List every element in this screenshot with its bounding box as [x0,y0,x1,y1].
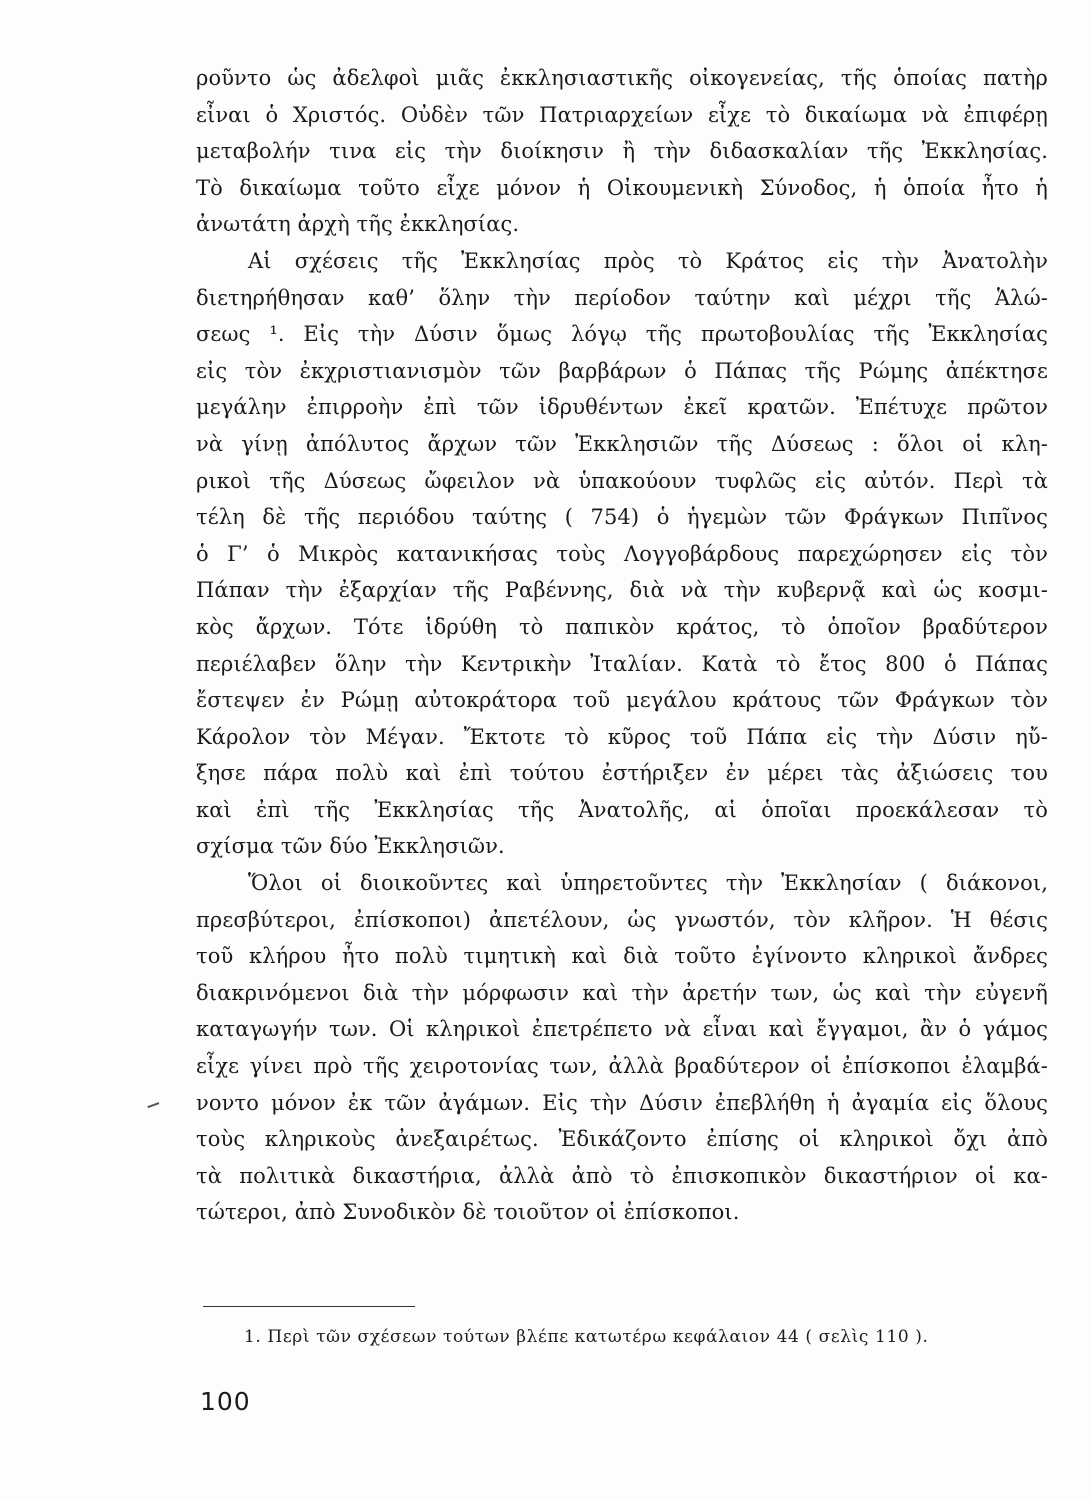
text-line: Κάρολον τὸν Μέγαν. Ἔκτοτε τὸ κῦρος τοῦ Πάπα εἰς τὴν Δύσιν ηὔ- [196,724,1048,749]
page-number: 100 [200,1387,251,1416]
paragraph-start-line: Αἱ σχέσεις τῆς Ἐκκλησίας πρὸς τὸ Κράτος εἰς τὴν Ἀνατολὴν [248,248,1048,273]
text-line: ροῦντο ὡς ἀδελφοὶ μιᾶς ἐκκλησιαστικῆς οἰκογενείας, τῆς ὁποίας πατὴρ [196,66,1048,90]
text-line: εἶχε γίνει πρὸ τῆς χειροτονίας των, ἀλλὰ βραδύτερον οἱ ἐπίσκοποι ἐλαμβά- [196,1054,1048,1079]
text-line: καταγωγήν των. Οἱ κληρικοὶ ἐπετρέπετο νὰ εἶναι καὶ ἔγγαμοι, ἂν ὁ γάμος [196,1017,1048,1042]
text-line: περιέλαβεν ὅλην τὴν Κεντρικὴν Ἰταλίαν. Κατὰ τὸ ἔτος 800 ὁ Πάπας [196,651,1048,676]
text-line: ξησε πάρα πολὺ καὶ ἐπὶ τούτου ἐστήριξεν ἐν μέρει τὰς ἀξιώσεις του [196,761,1048,786]
text-line: Τὸ δικαίωμα τοῦτο εἶχε μόνον ἡ Οἰκουμενικὴ Σύνοδος, ἡ ὁποία ἦτο ἡ [196,175,1048,200]
margin-pencil-mark [147,1102,160,1112]
text-line: τέλη δὲ τῆς περιόδου ταύτης ( 754) ὁ ἡγεμὼν τῶν Φράγκων Πιπῖνος [196,505,1048,530]
footnote: 1. Περὶ τῶν σχέσεων τούτων βλέπε κατωτέρω κεφάλαιον 44 ( σελὶς 110 ). [244,1327,929,1347]
text-line: διετηρήθησαν καθ’ ὅλην τὴν περίοδον ταύτην καὶ μέχρι τῆς Ἁλώ- [196,285,1048,310]
text-line: εἶναι ὁ Χριστός. Οὐδὲν τῶν Πατριαρχείων εἶχε τὸ δικαίωμα νὰ ἐπιφέρῃ [196,102,1048,127]
text-line: πρεσβύτεροι, ἐπίσκοποι) ἀπετέλουν, ὡς γνωστόν, τὸν κλῆρον. Ἡ θέσις [196,907,1048,932]
footnote-divider [203,1306,415,1307]
text-line: τοῦ κλήρου ἦτο πολὺ τιμητικὴ καὶ διὰ τοῦτο ἐγίνοντο κληρικοὶ ἄνδρες [196,944,1048,969]
text-line: ὁ Γ’ ὁ Μικρὸς κατανικήσας τοὺς Λογγοβάρδους παρεχώρησεν εἰς τὸν [196,541,1048,566]
text-line: τώτεροι, ἀπὸ Συνοδικὸν δὲ τοιοῦτον οἱ ἐπίσκοποι. [196,1200,740,1225]
text-line: Πάπαν τὴν ἐξαρχίαν τῆς Ραβέννης, διὰ νὰ τὴν κυβερνᾷ καὶ ὡς κοσμι- [196,578,1048,603]
text-line: διακρινόμενοι διὰ τὴν μόρφωσιν καὶ τὴν ἀρετήν των, ὡς καὶ τὴν εὐγενῆ [196,980,1048,1005]
text-line: μεγάλην ἐπιρροὴν ἐπὶ τῶν ἱδρυθέντων ἐκεῖ κρατῶν. Ἐπέτυχε πρῶτον [196,395,1048,420]
text-line: εἰς τὸν ἐκχριστιανισμὸν τῶν βαρβάρων ὁ Πάπας τῆς Ρώμης ἀπέκτησε [196,358,1048,383]
text-line: νοντο μόνον ἐκ τῶν ἀγάμων. Εἰς τὴν Δύσιν ἐπεβλήθη ἡ ἀγαμία εἰς ὅλους [196,1090,1048,1115]
text-line: καὶ ἐπὶ τῆς Ἐκκλησίας τῆς Ἀνατολῆς, αἱ ὁποῖαι προεκάλεσαν τὸ [196,797,1048,822]
text-line: κὸς ἄρχων. Τότε ἱδρύθη τὸ παπικὸν κράτος, τὸ ὁποῖον βραδύτερον [196,614,1048,639]
text-line: σεως ¹. Εἰς τὴν Δύσιν ὅμως λόγῳ τῆς πρωτοβουλίας τῆς Ἐκκλησίας [196,322,1048,347]
text-line: μεταβολήν τινα εἰς τὴν διοίκησιν ἢ τὴν διδασκαλίαν τῆς Ἐκκλησίας. [196,139,1048,164]
paragraph-start-line: Ὅλοι οἱ διοικοῦντες καὶ ὑπηρετοῦντες τὴν Ἐκκλησίαν ( διάκονοι, [248,871,1048,896]
text-line: τοὺς κληρικοὺς ἀνεξαιρέτως. Ἐδικάζοντο ἐπίσης οἱ κληρικοὶ ὄχι ἀπὸ [196,1127,1048,1152]
text-line: τὰ πολιτικὰ δικαστήρια, ἀλλὰ ἀπὸ τὸ ἐπισκοπικὸν δικαστήριον οἱ κα- [196,1163,1048,1188]
text-line: ἔστεψεν ἐν Ρώμῃ αὐτοκράτορα τοῦ μεγάλου κράτους τῶν Φράγκων τὸν [196,688,1048,713]
text-line: ρικοὶ τῆς Δύσεως ὤφειλον νὰ ὑπακούουν τυφλῶς εἰς αὐτόν. Περὶ τὰ [196,468,1048,493]
text-line: ἀνωτάτη ἀρχὴ τῆς ἐκκλησίας. [196,212,520,237]
text-line: σχίσμα τῶν δύο Ἐκκλησιῶν. [196,834,505,859]
text-line: νὰ γίνῃ ἀπόλυτος ἄρχων τῶν Ἐκκλησιῶν τῆς Δύσεως : ὅλοι οἱ κλη- [196,431,1048,456]
body-text [196,60,1048,1231]
